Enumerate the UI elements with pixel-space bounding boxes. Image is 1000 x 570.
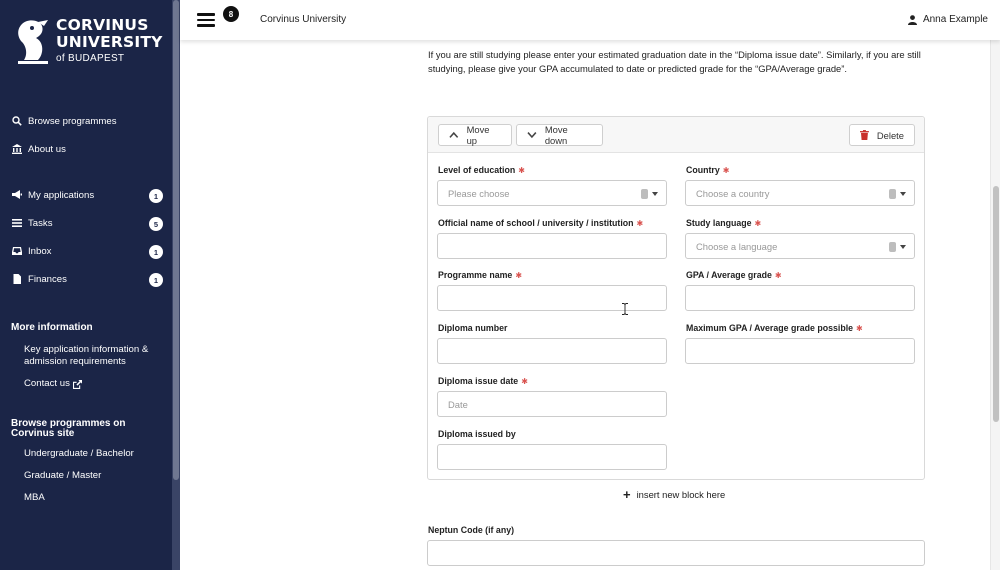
top-header — [180, 0, 1000, 40]
brand-line-2: UNIVERSITY — [56, 32, 163, 51]
country-placeholder: Choose a country — [696, 187, 770, 199]
sidebar-item-about-us[interactable] — [11, 140, 163, 158]
insert-new-block-label: insert new block here — [636, 489, 726, 500]
external-link-icon — [73, 380, 82, 389]
brand-line-1: CORVINUS — [56, 16, 149, 34]
main-scrollbar-thumb[interactable] — [993, 186, 999, 422]
list-icon — [11, 217, 23, 229]
diploma-issued-by-input[interactable] — [437, 444, 667, 470]
max-gpa-label: Maximum GPA / Average grade possible ✱ — [686, 323, 863, 333]
user-menu[interactable] — [908, 14, 988, 25]
trash-icon — [860, 130, 869, 140]
caret-down-icon — [900, 192, 906, 196]
diploma-issued-by-label: Diploma issued by — [438, 429, 516, 439]
browse-corvinus-site-heading: Browse programmes on Corvinus site — [11, 418, 126, 439]
mba-link[interactable]: MBA — [24, 492, 45, 503]
school-name-label: Official name of school / university / institution ✱ — [438, 218, 644, 228]
main-scrollbar[interactable] — [990, 40, 1000, 570]
block-toolbar — [428, 117, 924, 153]
clear-icon[interactable] — [641, 189, 648, 199]
sidebar — [0, 0, 180, 570]
country-select[interactable] — [685, 180, 915, 206]
count-badge: 5 — [149, 217, 163, 231]
insert-new-block-link[interactable] — [623, 486, 726, 502]
menu-count-badge: 8 — [223, 6, 239, 22]
brand-line-3: of BUDAPEST — [56, 53, 125, 64]
study-language-placeholder: Choose a language — [696, 240, 778, 252]
bank-icon — [11, 143, 23, 155]
sidebar-scrollbar[interactable] — [172, 0, 180, 570]
move-up-label: Move up — [466, 124, 490, 146]
diploma-number-label: Diploma number — [438, 323, 508, 333]
neptun-code-input[interactable] — [427, 540, 925, 566]
sidebar-item-label: My applications — [28, 189, 95, 201]
sidebar-item-inbox[interactable] — [11, 242, 163, 260]
diploma-issue-date-label: Diploma issue date ✱ — [438, 376, 528, 386]
study-language-select[interactable] — [685, 233, 915, 259]
sidebar-item-label: Finances — [28, 273, 67, 285]
menu-icon[interactable] — [197, 13, 215, 27]
more-information-heading: More information — [11, 322, 93, 333]
level-of-education-placeholder: Please choose — [448, 187, 510, 199]
education-block — [427, 116, 925, 480]
key-application-info-link[interactable]: Key application information & admission requirements — [24, 344, 149, 367]
caret-down-icon — [652, 192, 658, 196]
school-name-input[interactable] — [437, 233, 667, 259]
owl-logo-icon — [14, 18, 52, 66]
programme-name-input[interactable] — [437, 285, 667, 311]
megaphone-icon — [11, 189, 23, 201]
clear-icon[interactable] — [889, 242, 896, 252]
sidebar-scrollbar-thumb[interactable] — [173, 0, 179, 480]
text-cursor-icon — [622, 303, 628, 315]
diploma-number-input[interactable] — [437, 338, 667, 364]
move-down-label: Move down — [544, 124, 568, 146]
sidebar-item-finances[interactable] — [11, 270, 163, 288]
count-badge: 1 — [149, 189, 163, 203]
gpa-input[interactable] — [685, 285, 915, 311]
sidebar-item-browse-programmes[interactable] — [11, 112, 163, 130]
user-name: Anna Example — [922, 14, 988, 25]
programme-name-label: Programme name ✱ — [438, 270, 523, 280]
level-of-education-select[interactable] — [437, 180, 667, 206]
neptun-code-label: Neptun Code (if any) — [428, 525, 515, 535]
contact-us-label: Contact us — [24, 378, 70, 389]
chevron-down-icon — [527, 131, 537, 139]
sidebar-item-label: Tasks — [28, 217, 53, 229]
count-badge: 1 — [149, 245, 163, 259]
country-label: Country ✱ — [686, 165, 730, 175]
search-icon — [11, 115, 23, 127]
delete-button[interactable] — [849, 124, 915, 146]
contact-us-link[interactable] — [24, 378, 164, 390]
study-language-label: Study language ✱ — [686, 218, 762, 228]
sidebar-item-label: About us — [28, 143, 66, 155]
date-placeholder: Date — [448, 398, 468, 410]
intro-text: If you are still studying please enter your estimated graduation date in the “Diploma issue date”. Similarly, if you are still studying, please give your GPA accumulated to date or predicted grade for the “GPA/Average grade”. — [428, 49, 921, 74]
sidebar-item-my-applications[interactable] — [11, 186, 163, 204]
user-icon — [908, 15, 917, 25]
clear-icon[interactable] — [889, 189, 896, 199]
delete-label: Delete — [876, 129, 904, 141]
level-of-education-label: Level of education ✱ — [438, 165, 525, 175]
move-down-button[interactable] — [516, 124, 603, 146]
plus-icon: + — [623, 486, 631, 502]
caret-down-icon — [900, 245, 906, 249]
move-up-button[interactable] — [438, 124, 512, 146]
sidebar-item-label: Browse programmes — [28, 115, 117, 127]
sidebar-item-tasks[interactable] — [11, 214, 163, 232]
undergraduate-link[interactable]: Undergraduate / Bachelor — [24, 448, 134, 459]
chevron-up-icon — [449, 131, 459, 139]
document-icon — [11, 273, 23, 285]
sidebar-item-label: Inbox — [28, 245, 52, 257]
diploma-issue-date-input[interactable] — [437, 391, 667, 417]
corvinus-logo[interactable] — [14, 18, 163, 66]
inbox-icon — [11, 245, 23, 257]
header-title: Corvinus University — [260, 14, 347, 25]
count-badge: 1 — [149, 273, 163, 287]
gpa-label: GPA / Average grade ✱ — [686, 270, 782, 280]
graduate-link[interactable]: Graduate / Master — [24, 470, 102, 481]
max-gpa-input[interactable] — [685, 338, 915, 364]
